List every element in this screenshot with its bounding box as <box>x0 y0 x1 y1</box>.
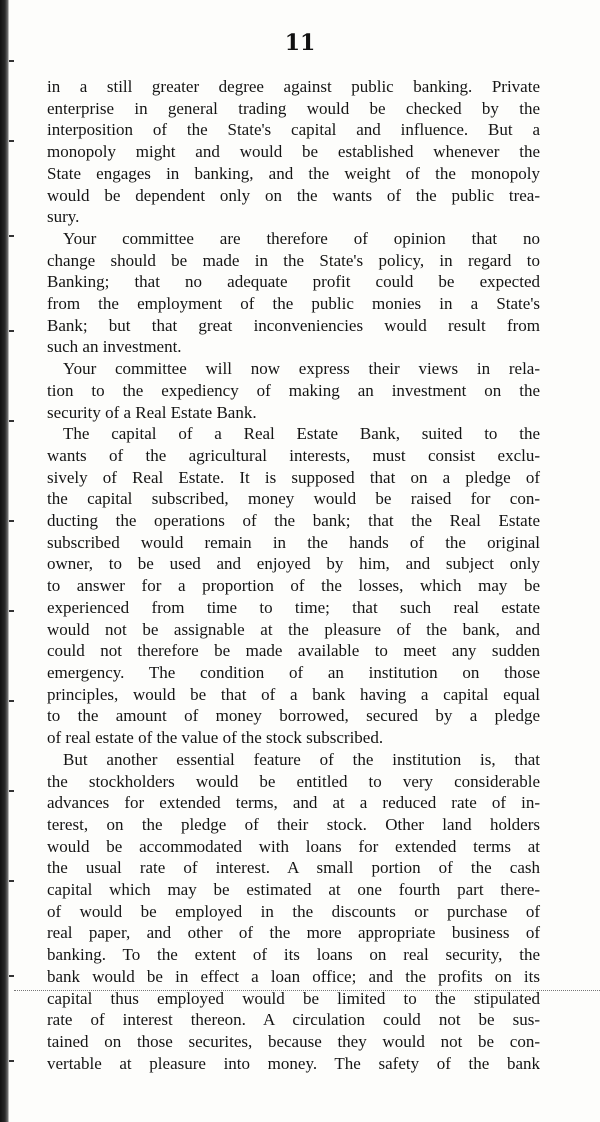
text-line: capital which may be estimated at one fourth part there- <box>47 880 540 900</box>
text-line: interposition of the State's capital and influence. But a <box>47 120 540 140</box>
binding-stitch <box>9 235 14 237</box>
text-line: capital thus employed would be limited to the stipulated <box>47 988 540 1008</box>
text-line: terest, on the pledge of their stock. Other land holders <box>47 814 540 834</box>
text-line: would be accommodated with loans for extended terms at <box>47 836 540 856</box>
text-line: of would be employed in the discounts or purchase of <box>47 901 540 921</box>
binding-stitch <box>9 60 14 62</box>
binding-stitch <box>9 1060 14 1062</box>
text-line: enterprise in general trading would be checked by the <box>47 98 540 118</box>
text-line: ducting the operations of the bank; that the Real Estate <box>47 511 540 531</box>
text-line: Your committee will now express their views in rela- <box>63 359 540 379</box>
page-number: 11 <box>284 30 316 56</box>
text-line: owner, to be used and enjoyed by him, and subject only <box>47 554 540 574</box>
text-line: advances for extended terms, and at a reduced rate of in- <box>47 793 540 813</box>
text-line: monopoly might and would be established whenever the <box>47 142 540 162</box>
text-line: tion to the expediency of making an investment on the <box>47 380 540 400</box>
text-line: change should be made in the State's policy, in regard to <box>47 250 540 270</box>
text-line: Banking; that no adequate profit could be expected <box>47 272 540 292</box>
binding-stitch <box>9 700 14 702</box>
text-line: bank would be in effect a loan office; and the profits on its <box>47 966 540 986</box>
binding-stitch <box>9 140 14 142</box>
text-line: real paper, and other of the more appropriate business of <box>47 923 540 943</box>
text-line: sury. <box>47 207 80 227</box>
text-line: the stockholders would be entitled to very considerable <box>47 771 540 791</box>
binding-stitch <box>9 790 14 792</box>
text-line: security of a Real Estate Bank. <box>47 402 257 422</box>
text-line: principles, would be that of a bank having a capital equal <box>47 684 540 704</box>
text-line: wants of the agricultural interests, must consist exclu- <box>47 445 540 465</box>
text-line: the usual rate of interest. A small portion of the cash <box>47 858 540 878</box>
text-line: such an investment. <box>47 337 182 357</box>
binding-stitch <box>9 610 14 612</box>
book-binding-edge <box>0 0 9 1122</box>
page-fold-crease <box>14 990 600 991</box>
text-line: emergency. The condition of an institution on those <box>47 662 540 682</box>
page-body-text <box>47 76 540 1074</box>
text-line: Bank; but that great inconveniencies would result from <box>47 315 540 335</box>
binding-stitch <box>9 975 14 977</box>
text-line: sively of Real Estate. It is supposed that on a pledge of <box>47 467 540 487</box>
text-line: the capital subscribed, money would be raised for con- <box>47 489 540 509</box>
text-line: from the employment of the public monies in a State's <box>47 294 540 314</box>
text-line: could not therefore be made available to meet any sudden <box>47 641 540 661</box>
text-line: State engages in banking, and the weight of the monopoly <box>47 163 540 183</box>
text-line: vertable at pleasure into money. The safety of the bank <box>47 1053 540 1073</box>
binding-stitch <box>9 880 14 882</box>
text-line: rate of interest thereon. A circulation could not be sus- <box>47 1010 540 1030</box>
text-line: experienced from time to time; that such real estate <box>47 597 540 617</box>
text-line: would not be assignable at the pleasure of the bank, and <box>47 619 540 639</box>
binding-stitch <box>9 520 14 522</box>
text-line: subscribed would remain in the hands of the original <box>47 532 540 552</box>
text-line: to answer for a proportion of the losses, which may be <box>47 576 540 596</box>
text-line: would be dependent only on the wants of the public trea- <box>47 185 540 205</box>
text-line: tained on those securites, because they would not be con- <box>47 1031 540 1051</box>
binding-stitch <box>9 330 14 332</box>
text-line: But another essential feature of the institution is, that <box>63 749 540 769</box>
text-line: Your committee are therefore of opinion that no <box>63 228 540 248</box>
text-line: The capital of a Real Estate Bank, suited to the <box>63 424 540 444</box>
binding-stitch <box>9 420 14 422</box>
text-line: banking. To the extent of its loans on real security, the <box>47 945 540 965</box>
text-line: to the amount of money borrowed, secured by a pledge <box>47 706 540 726</box>
text-line: of real estate of the value of the stock subscribed. <box>47 728 384 748</box>
text-line: in a still greater degree against public banking. Private <box>47 77 540 96</box>
